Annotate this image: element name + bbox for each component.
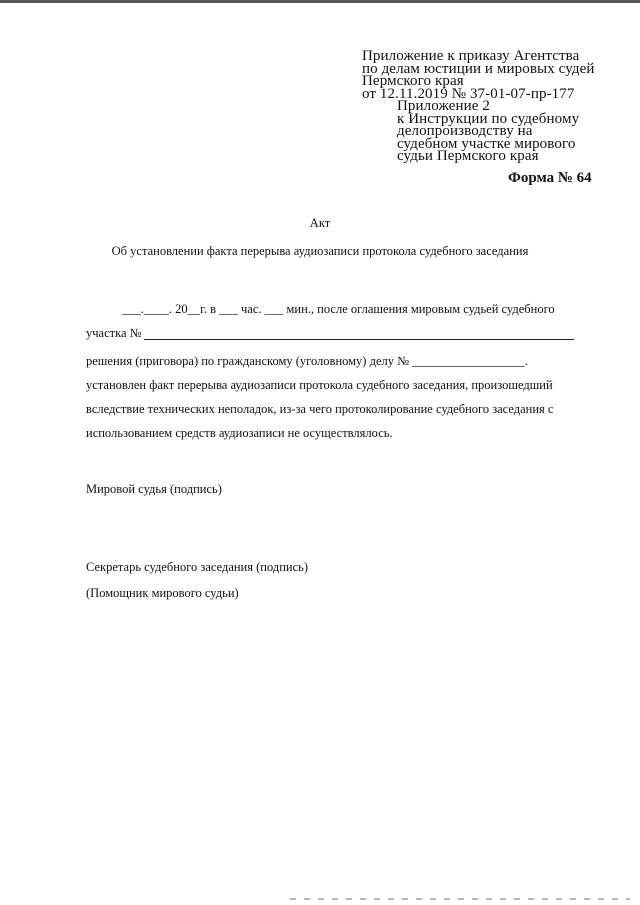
header-line-3: Пермского края <box>362 73 464 89</box>
body-line-reason: вследствие технических неполадок, из-за чего протоколирование судебного заседания с <box>86 402 554 416</box>
instruction-line-4: судебном участке мирового <box>397 135 576 152</box>
instruction-line-1: Приложение 2 <box>397 98 490 114</box>
body-line-decision: решения (приговора) по гражданскому (уголовному) делу № __________________. <box>86 354 528 368</box>
instruction-line-5: судьи Пермского края <box>397 148 539 164</box>
body-line-court-district: участка № <box>86 326 142 340</box>
header-line-2: по делам юстиции и мировых судей <box>362 60 595 77</box>
body-line-fact: установлен факт перерыва аудиозаписи протокола судебного заседания, произошедший <box>86 378 553 392</box>
body-line-consequence: использованием средств аудиозаписи не осуществлялось. <box>86 426 393 440</box>
scan-edge-top <box>0 0 640 3</box>
document-title: Акт <box>309 216 331 230</box>
header-line-4: от 12.11.2019 № 37-01-07-пр-177 <box>362 85 575 102</box>
body-line-date-time: ___.____. 20__г. в ___ час. ___ мин., после оглашения мировым судьей судебного <box>122 302 555 316</box>
header-line-1: Приложение к приказу Агентства <box>362 48 580 64</box>
instruction-line-2: к Инструкции по судебному <box>397 110 580 127</box>
document-subtitle: Об установлении факта перерыва аудиозаписи протокола судебного заседания <box>111 244 529 258</box>
instruction-line-3: делопроизводству на <box>397 123 533 139</box>
assistant-signature-line: (Помощник мирового судьи) <box>86 586 239 600</box>
court-district-blank <box>144 339 574 340</box>
secretary-signature-line: Секретарь судебного заседания (подпись) <box>86 560 309 574</box>
scan-edge-bottom <box>290 898 630 900</box>
form-number: Форма № 64 <box>508 170 592 186</box>
header-approval-block <box>362 50 632 163</box>
judge-signature-line: Мировой судья (подпись) <box>86 482 222 496</box>
